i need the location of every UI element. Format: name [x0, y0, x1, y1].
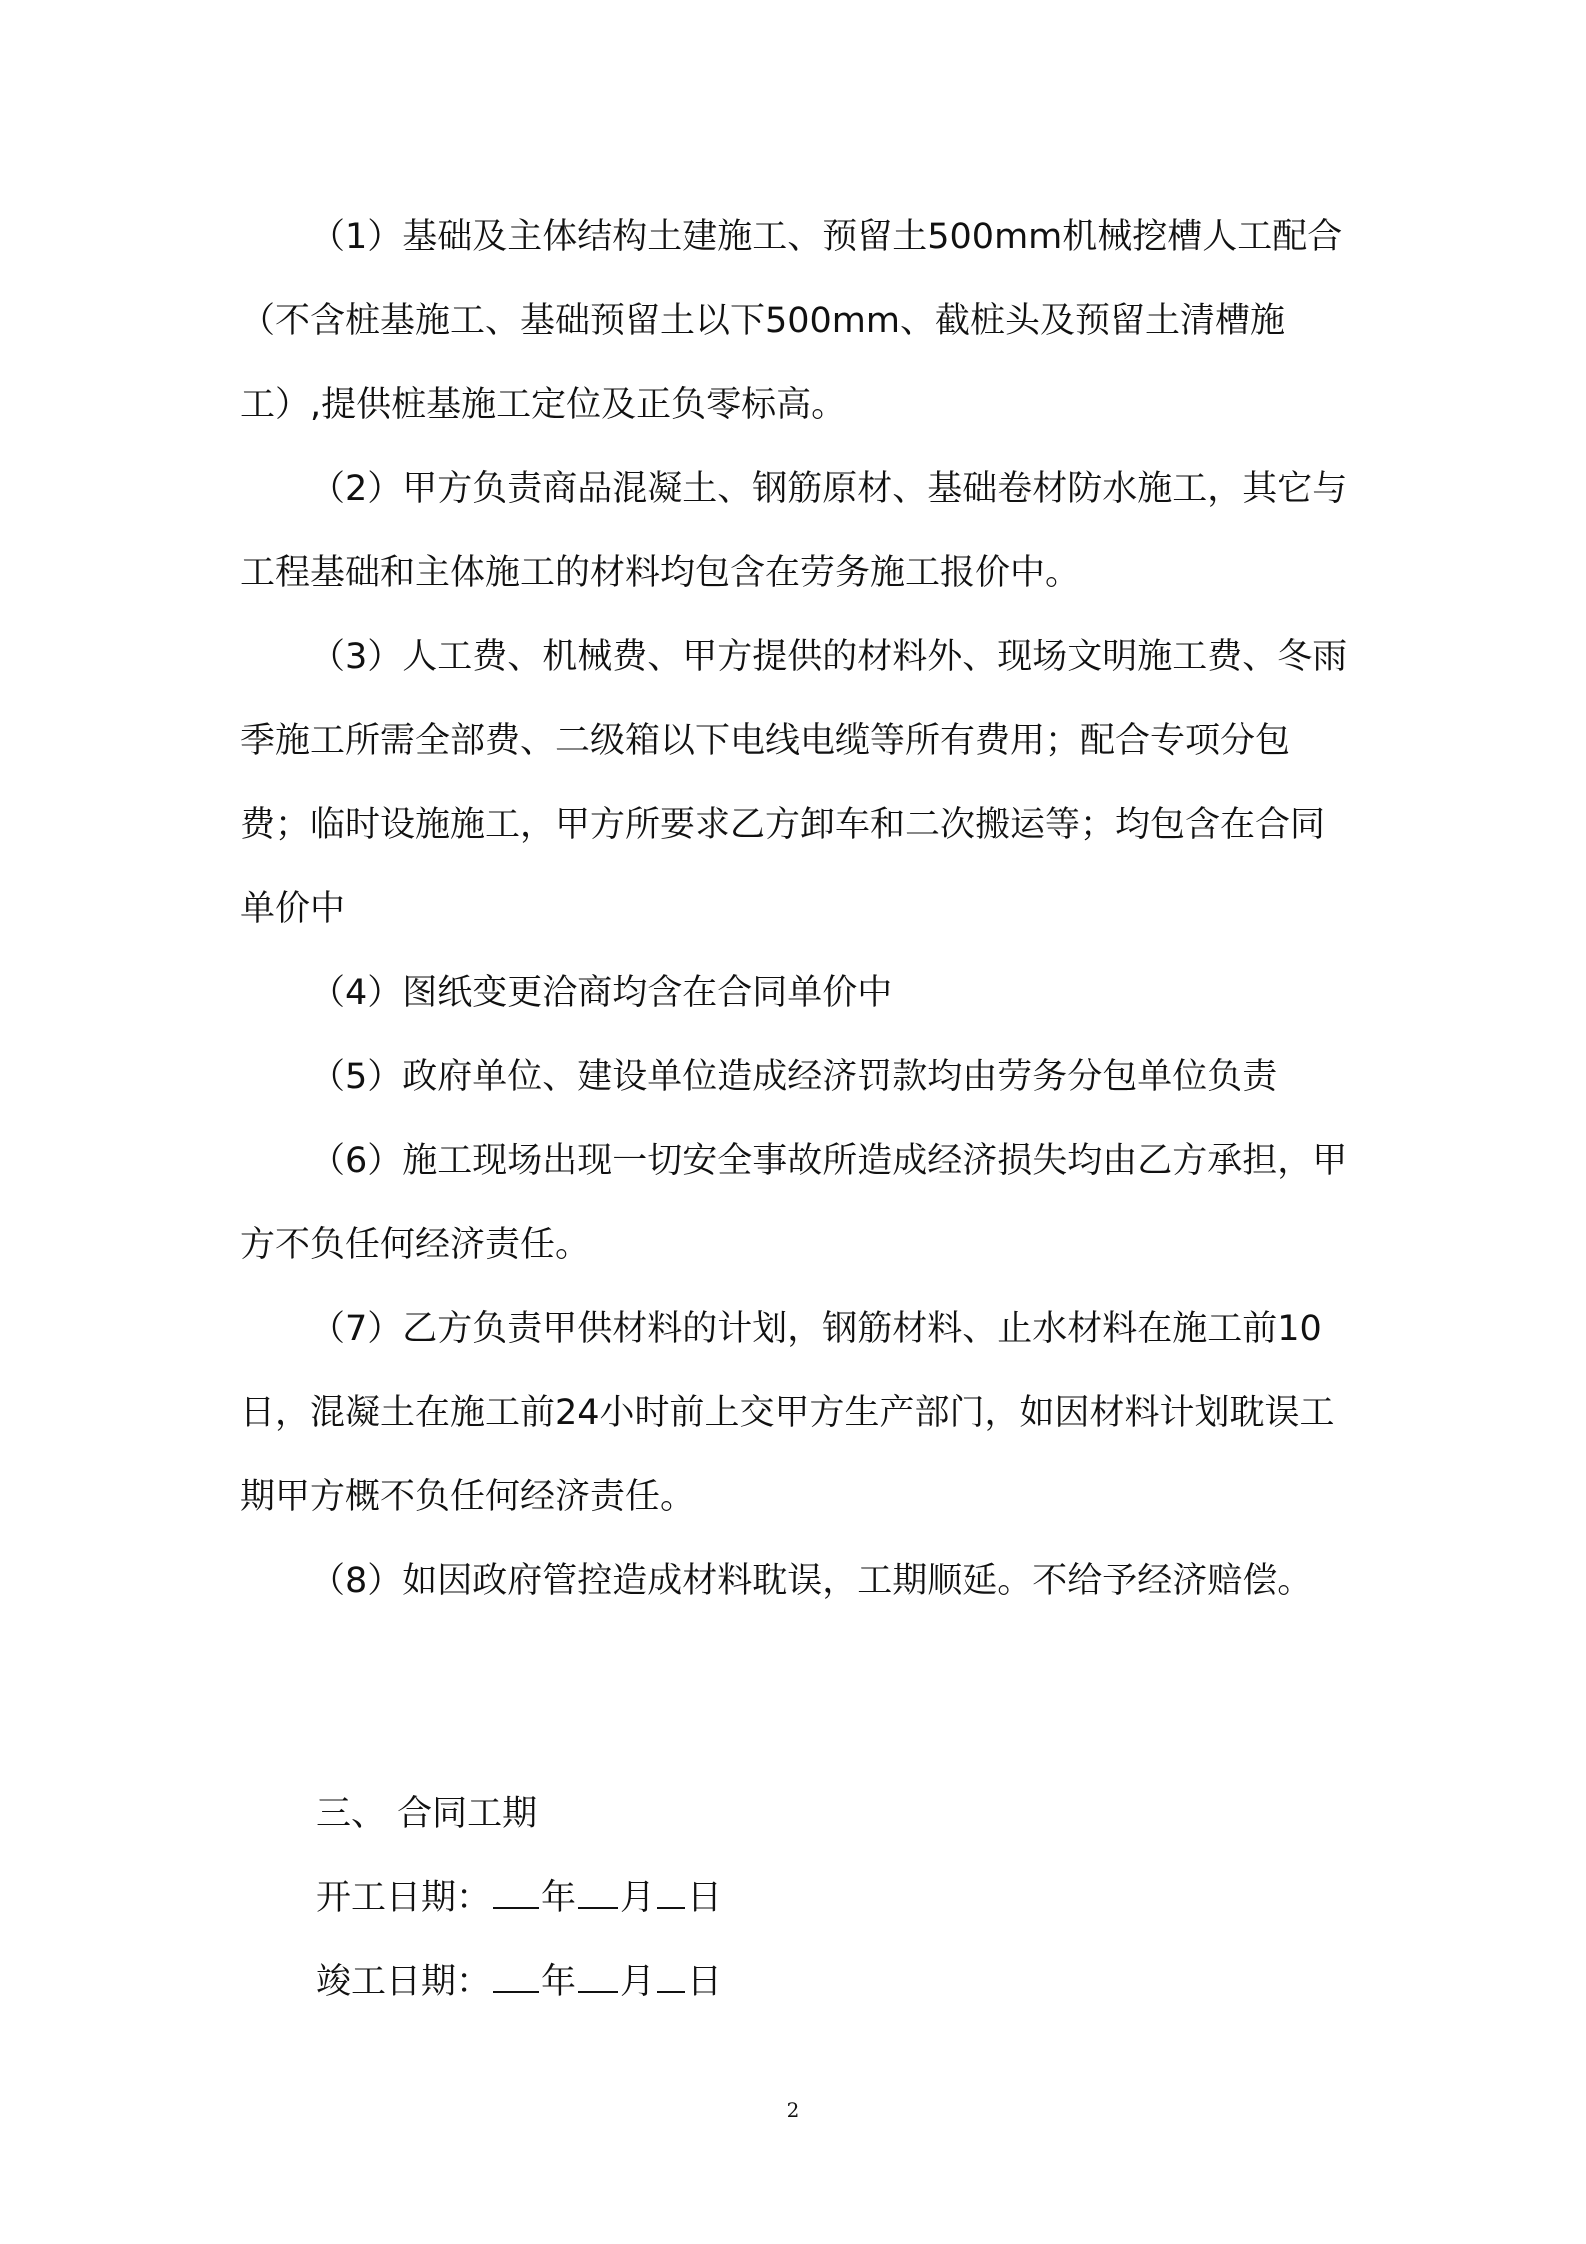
clause-8: （8）如因政府管控造成材料耽误，工期顺延。不给予经济赔偿。 [310, 1561, 1313, 1601]
start-day-blank [657, 1873, 685, 1909]
start-day-unit: 日 [687, 1878, 723, 1918]
end-day-unit: 日 [687, 1962, 723, 2002]
clause-5: （5）政府单位、建设单位造成经济罚款均由劳务分包单位负责 [310, 1057, 1278, 1097]
end-year-unit: 年 [541, 1962, 577, 2002]
end-date-line [316, 1940, 1216, 2024]
clause-7: （7）乙方负责甲供材料的计划，钢筋材料、止水材料在施工前10日，混凝土在施工前24小时前上交甲方生产部门，如因材料计划耽误工期甲方概不负任何经济责任。 [240, 1309, 1335, 1517]
start-year-unit: 年 [541, 1878, 577, 1918]
end-month-blank [578, 1957, 618, 1993]
start-month-blank [578, 1873, 618, 1909]
contract-period-section [316, 1772, 1216, 2024]
start-date-label: 开工日期： [316, 1878, 492, 1918]
clause-1: （1）基础及主体结构土建施工、预留土500mm机械挖槽人工配合（不含桩基施工、基础预留土以下500mm、截桩头及预留土清槽施工）,提供桩基施工定位及正负零标高。 [240, 217, 1343, 425]
end-month-unit: 月 [620, 1962, 656, 2002]
start-date-line [316, 1856, 1216, 1940]
clause-6: （6）施工现场出现一切安全事故所造成经济损失均由乙方承担，甲方不负任何经济责任。 [240, 1141, 1348, 1265]
page-number: 2 [786, 2098, 800, 2122]
end-day-blank [657, 1957, 685, 1993]
clause-2: （2）甲方负责商品混凝土、钢筋原材、基础卷材防水施工，其它与工程基础和主体施工的材料均包含在劳务施工报价中。 [240, 469, 1348, 593]
start-year-blank [493, 1873, 539, 1909]
contract-clauses [240, 195, 1355, 1623]
end-date-label: 竣工日期： [316, 1962, 492, 2002]
clause-4: （4）图纸变更洽商均含在合同单价中 [310, 973, 893, 1013]
clause-3: （3）人工费、机械费、甲方提供的材料外、现场文明施工费、冬雨季施工所需全部费、二级箱以下电线电缆等所有费用；配合专项分包费；临时设施施工，甲方所要求乙方卸车和二次搬运等；均包含在合同单价中 [240, 637, 1348, 929]
section-title: 三、 合同工期 [316, 1794, 538, 1834]
start-month-unit: 月 [620, 1878, 656, 1918]
end-year-blank [493, 1957, 539, 1993]
